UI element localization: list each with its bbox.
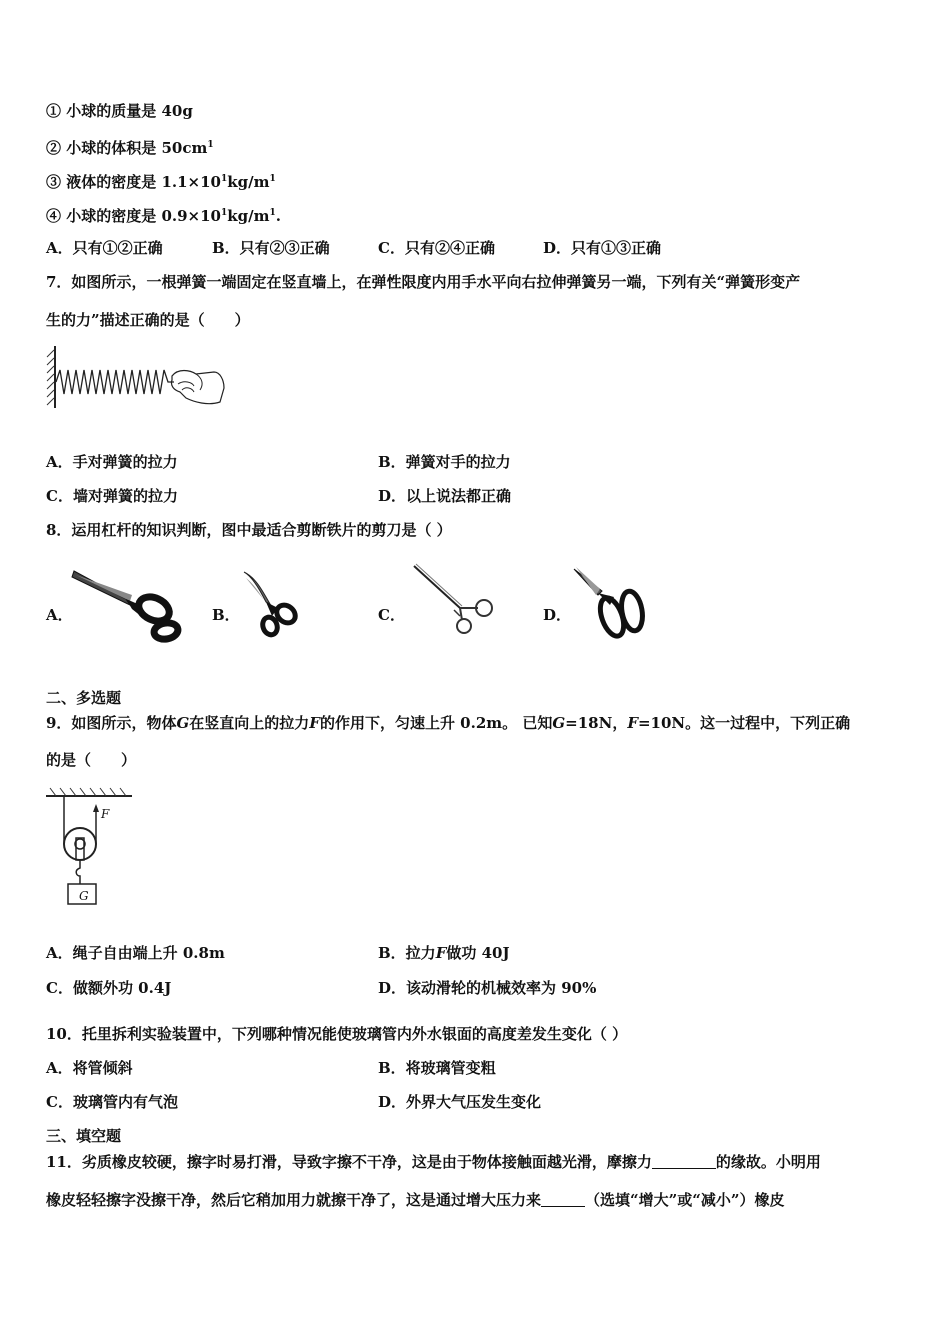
q6-option-a: A．只有①②正确 (46, 239, 163, 257)
q6-option-b: B．只有②③正确 (212, 239, 330, 257)
q6-statement-1: ① 小球的质量是 40g (46, 102, 193, 120)
q6-statement-3: ③ 液体的密度是 $1.1\times 10^1kg/m^1$ (46, 173, 276, 191)
q11-line2: 橡皮轻轻擦字没擦干净，然后它稍加用力就擦干净了，这是通过增大压力来 （选填“增大”或“减小”）橡皮 (46, 1191, 785, 1209)
q9-option-d: D．该动滑轮的机械效率为 90% (378, 979, 597, 997)
pulley-force-label: F (101, 807, 110, 821)
spring-wall-hand-figure (44, 344, 229, 412)
q6-statement-4: ④ 小球的密度是 $0.9\times 10^1kg/m^1$. (46, 207, 281, 225)
q9-stem-line1: 9．如图所示，物体G在竖直向上的拉力F的作用下，匀速上升 0.2m。 已知G=18N，F=10N。这一过程中，下列正确 (46, 714, 851, 732)
q8-label-c: C． (378, 606, 405, 624)
scissors-a-figure (70, 565, 188, 643)
q8-label-a: A． (46, 606, 73, 624)
q7-option-b: B．弹簧对手的拉力 (378, 453, 511, 471)
scissors-b-figure (238, 568, 316, 642)
q6-statement-2: ② 小球的体积是 $50cm^1$ (46, 139, 214, 157)
q11-blank-1[interactable] (652, 1154, 716, 1169)
q7-option-c: C．墙对弹簧的拉力 (46, 487, 178, 505)
q11-line1: 11．劣质橡皮较硬，擦字时易打滑，导致字擦不干净，这是由于物体接触面越光滑，摩擦力 的缘故。小明用 (46, 1153, 821, 1171)
q10-option-b: B．将玻璃管变粗 (378, 1059, 496, 1077)
q10-stem: 10．托里拆利实验装置中，下列哪种情况能使玻璃管内外水银面的高度差发生变化（ ） (46, 1025, 628, 1043)
q7-option-a: A．手对弹簧的拉力 (46, 453, 178, 471)
q7-stem-line1: 7．如图所示，一根弹簧一端固定在竖直墙上，在弹性限度内用手水平向右拉伸弹簧另一端，下列有关“弹簧形变产 (46, 273, 801, 291)
q10-option-a: A．将管倾斜 (46, 1059, 133, 1077)
section-3-heading: 三、填空题 (46, 1127, 122, 1145)
q11-blank-2[interactable] (541, 1192, 585, 1207)
q9-option-a: A．绳子自由端上升 0.8m (46, 944, 225, 962)
q9-option-c: C．做额外功 0.4J (46, 979, 172, 997)
q10-option-c: C．玻璃管内有气泡 (46, 1093, 178, 1111)
pulley-figure (44, 786, 134, 912)
q8-label-b: B． (212, 606, 240, 624)
scissors-c-figure (410, 562, 502, 640)
q7-stem-line2: 生的力”描述正确的是（ ） (46, 311, 250, 329)
q6-option-d: D．只有①③正确 (543, 239, 662, 257)
pulley-weight-label: G (79, 889, 89, 903)
q8-stem: 8．运用杠杆的知识判断，图中最适合剪断铁片的剪刀是（ ） (46, 521, 452, 539)
q8-label-d: D． (543, 606, 572, 624)
scissors-d-figure (570, 565, 652, 643)
q9-option-b: B．拉力F做功 40J (378, 944, 510, 962)
q9-stem-line2: 的是（ ） (46, 751, 137, 769)
q10-option-d: D．外界大气压发生变化 (378, 1093, 542, 1111)
q6-option-c: C．只有②④正确 (378, 239, 495, 257)
q7-option-d: D．以上说法都正确 (378, 487, 512, 505)
section-2-heading: 二、多选题 (46, 689, 122, 707)
